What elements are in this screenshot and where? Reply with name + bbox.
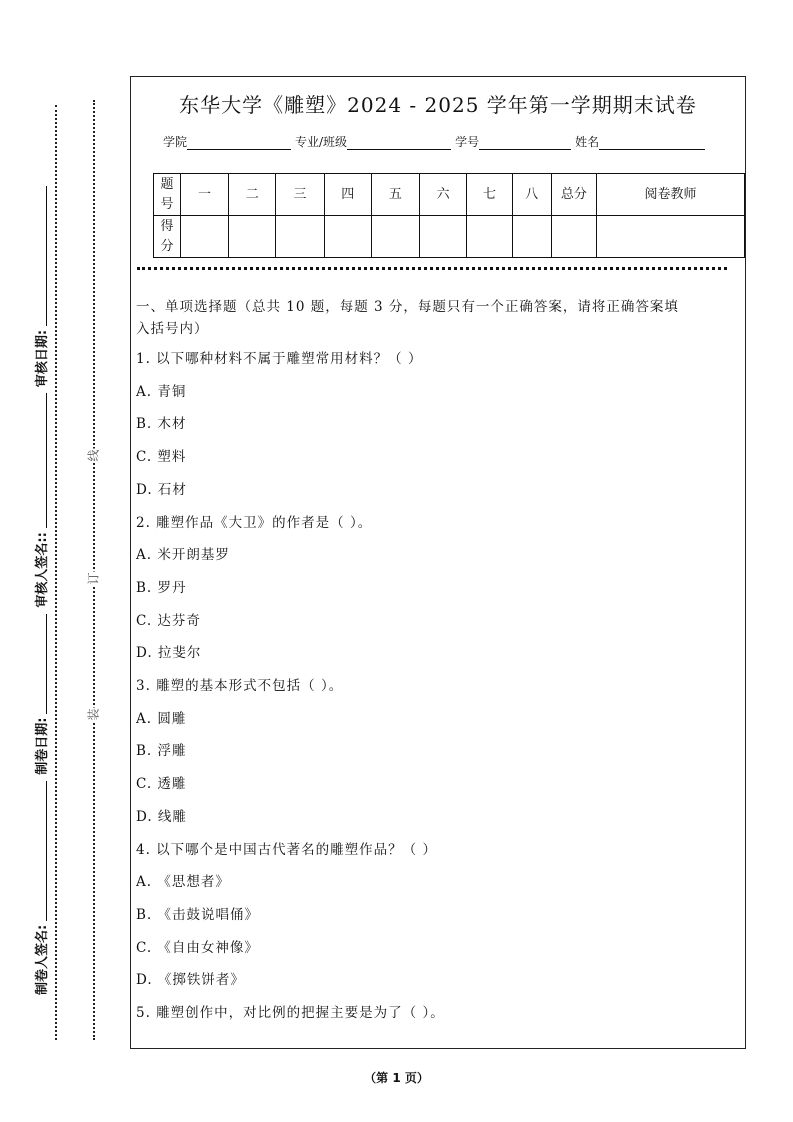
page-title: 东华大学《雕塑》2024 - 2025 学年第一学期期末试卷 [179,93,697,117]
option[interactable]: C. 《自由女神像》 [136,939,259,956]
question-5: 5. 雕塑创作中，对比例的把握主要是为了（ ）。 [136,1005,445,1021]
col-1: 一 [180,174,228,216]
table-row [154,174,745,216]
col-2: 二 [229,174,276,216]
page-number: （第 1 页） [364,1071,429,1085]
col-3: 三 [276,174,324,216]
cut-line-outer [55,105,57,1040]
separator [137,267,727,270]
col-7: 七 [467,174,512,216]
score-cell[interactable] [229,216,276,258]
option[interactable]: D. 《掷铁饼者》 [136,972,245,989]
score-table [153,173,745,258]
col-5: 五 [371,174,419,216]
score-cell[interactable] [324,216,371,258]
score-cell[interactable] [371,216,419,258]
option[interactable]: D. 线雕 [136,808,187,825]
sidebar-signatures [30,95,50,995]
option[interactable]: A. 米开朗基罗 [136,547,230,564]
binding-line [93,100,95,1040]
name-label: 姓名 [575,135,600,149]
question-4: 4. 以下哪个是中国古代著名的雕塑作品？（ ） [136,841,437,858]
question-3: 3. 雕塑的基本形式不包括（ ）。 [136,678,344,694]
score-cell[interactable] [467,216,512,258]
binding-char-zhuang: 装 [86,708,101,721]
college-label: 学院 [163,135,188,149]
score-cell[interactable] [597,216,745,258]
score-cell[interactable] [420,216,467,258]
option[interactable]: B. 《击鼓说唱俑》 [136,906,260,923]
question-1: 1. 以下哪种材料不属于雕塑常用材料？（ ） [136,351,423,367]
maker-date-label: 制卷日期: [35,717,50,775]
score-cell[interactable] [512,216,551,258]
score-cell[interactable] [551,216,596,258]
college-field[interactable] [187,137,291,150]
section-heading-line2: 入括号内） [136,321,209,337]
review-date-label: 审核日期: [35,329,50,388]
question-2: 2. 雕塑作品《大卫》的作者是（ ）。 [136,514,373,531]
col-4: 四 [324,174,371,216]
score-cell[interactable] [276,216,324,258]
major-label: 专业/班级 [295,135,348,149]
col-grader: 阅卷教师 [597,174,745,216]
option[interactable]: B. 浮雕 [136,743,187,760]
col-8: 八 [512,174,551,216]
option[interactable]: B. 罗丹 [136,579,187,596]
reviewer-signature-label: 审核人签名:: [35,532,50,608]
student-id-label: 学号 [455,135,480,149]
option[interactable]: B. 木材 [136,416,187,433]
header-label: 题号 [154,174,181,216]
option[interactable]: D. 拉斐尔 [136,645,202,662]
score-label: 得分 [154,216,181,258]
exam-frame [130,76,746,1049]
option[interactable]: A. 圆雕 [136,710,187,727]
binding-char-xian: 线 [86,449,101,462]
option[interactable]: A. 《思想者》 [136,874,230,891]
option[interactable]: C. 塑料 [136,449,187,466]
student-id-field[interactable] [479,137,571,150]
option[interactable]: A. 青铜 [136,383,187,400]
student-info [163,133,709,150]
maker-date-line[interactable] [45,614,47,714]
table-row [154,216,745,258]
option[interactable]: C. 透雕 [136,776,187,793]
name-field[interactable] [599,137,705,150]
reviewer-signature-line[interactable] [45,393,47,528]
maker-signature-line[interactable] [45,781,47,921]
section-heading-line1: 一、单项选择题（总共 10 题，每题 3 分，每题只有一个正确答案，请将正确答案填 [136,299,679,315]
option[interactable]: D. 石材 [136,481,187,498]
review-date-line[interactable] [45,186,47,326]
col-6: 六 [420,174,467,216]
option[interactable]: C. 达芬奇 [136,612,201,629]
score-cell[interactable] [180,216,228,258]
col-total: 总分 [551,174,596,216]
major-field[interactable] [347,137,451,150]
maker-signature-label: 制卷人签名: [35,924,50,995]
binding-char-ding: 订 [86,572,101,585]
